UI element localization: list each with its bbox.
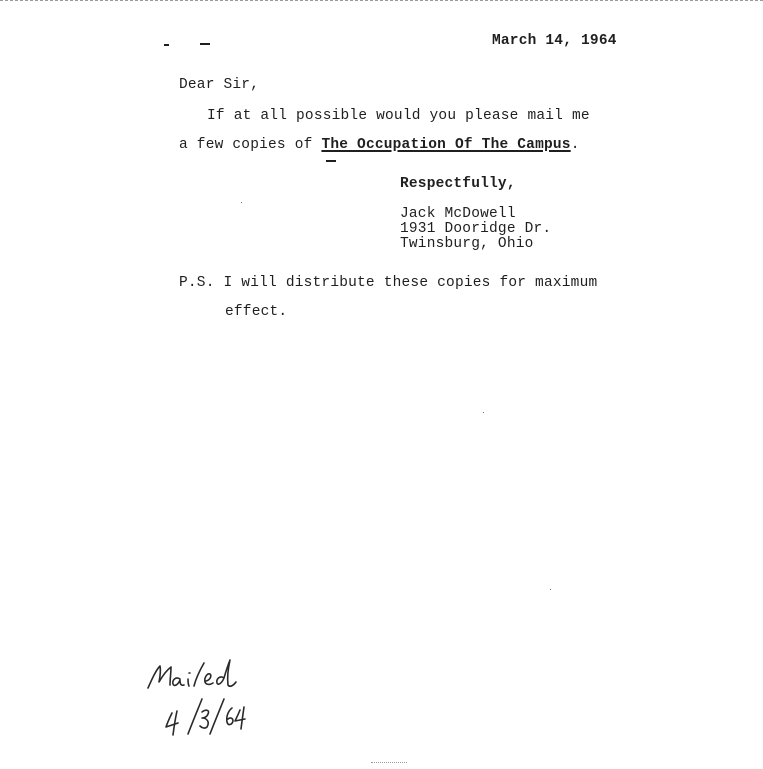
scan-top-edge <box>0 0 763 2</box>
scan-bottom-edge <box>371 762 407 764</box>
salutation: Dear Sir, <box>179 77 260 93</box>
handwriting-drawing <box>140 655 265 740</box>
scan-speck <box>241 202 242 203</box>
letter-date: March 14, 1964 <box>492 33 617 49</box>
scan-speck <box>483 412 484 413</box>
body-line-2-suffix: . <box>570 137 580 153</box>
body-line-1: If at all possible would you please mail me <box>207 108 590 124</box>
ps-line-2: effect. <box>225 304 288 320</box>
handwritten-mailed-annotation <box>140 655 265 745</box>
sender-city: Twinsburg, Ohio <box>400 236 534 252</box>
scan-speck <box>550 589 551 590</box>
stray-mark <box>326 160 336 162</box>
closing: Respectfully, <box>400 176 516 192</box>
sender-street: 1931 Dooridge Dr. <box>400 221 552 237</box>
pamphlet-title: The Occupation Of The Campus <box>321 137 571 153</box>
body-line-2-prefix: a few copies of <box>179 137 322 153</box>
stray-mark <box>164 44 169 46</box>
stray-mark <box>200 43 210 45</box>
sender-name: Jack McDowell <box>400 206 516 222</box>
body-line-2 <box>179 137 580 153</box>
ps-line-1: P.S. I will distribute these copies for maximum <box>179 275 598 291</box>
